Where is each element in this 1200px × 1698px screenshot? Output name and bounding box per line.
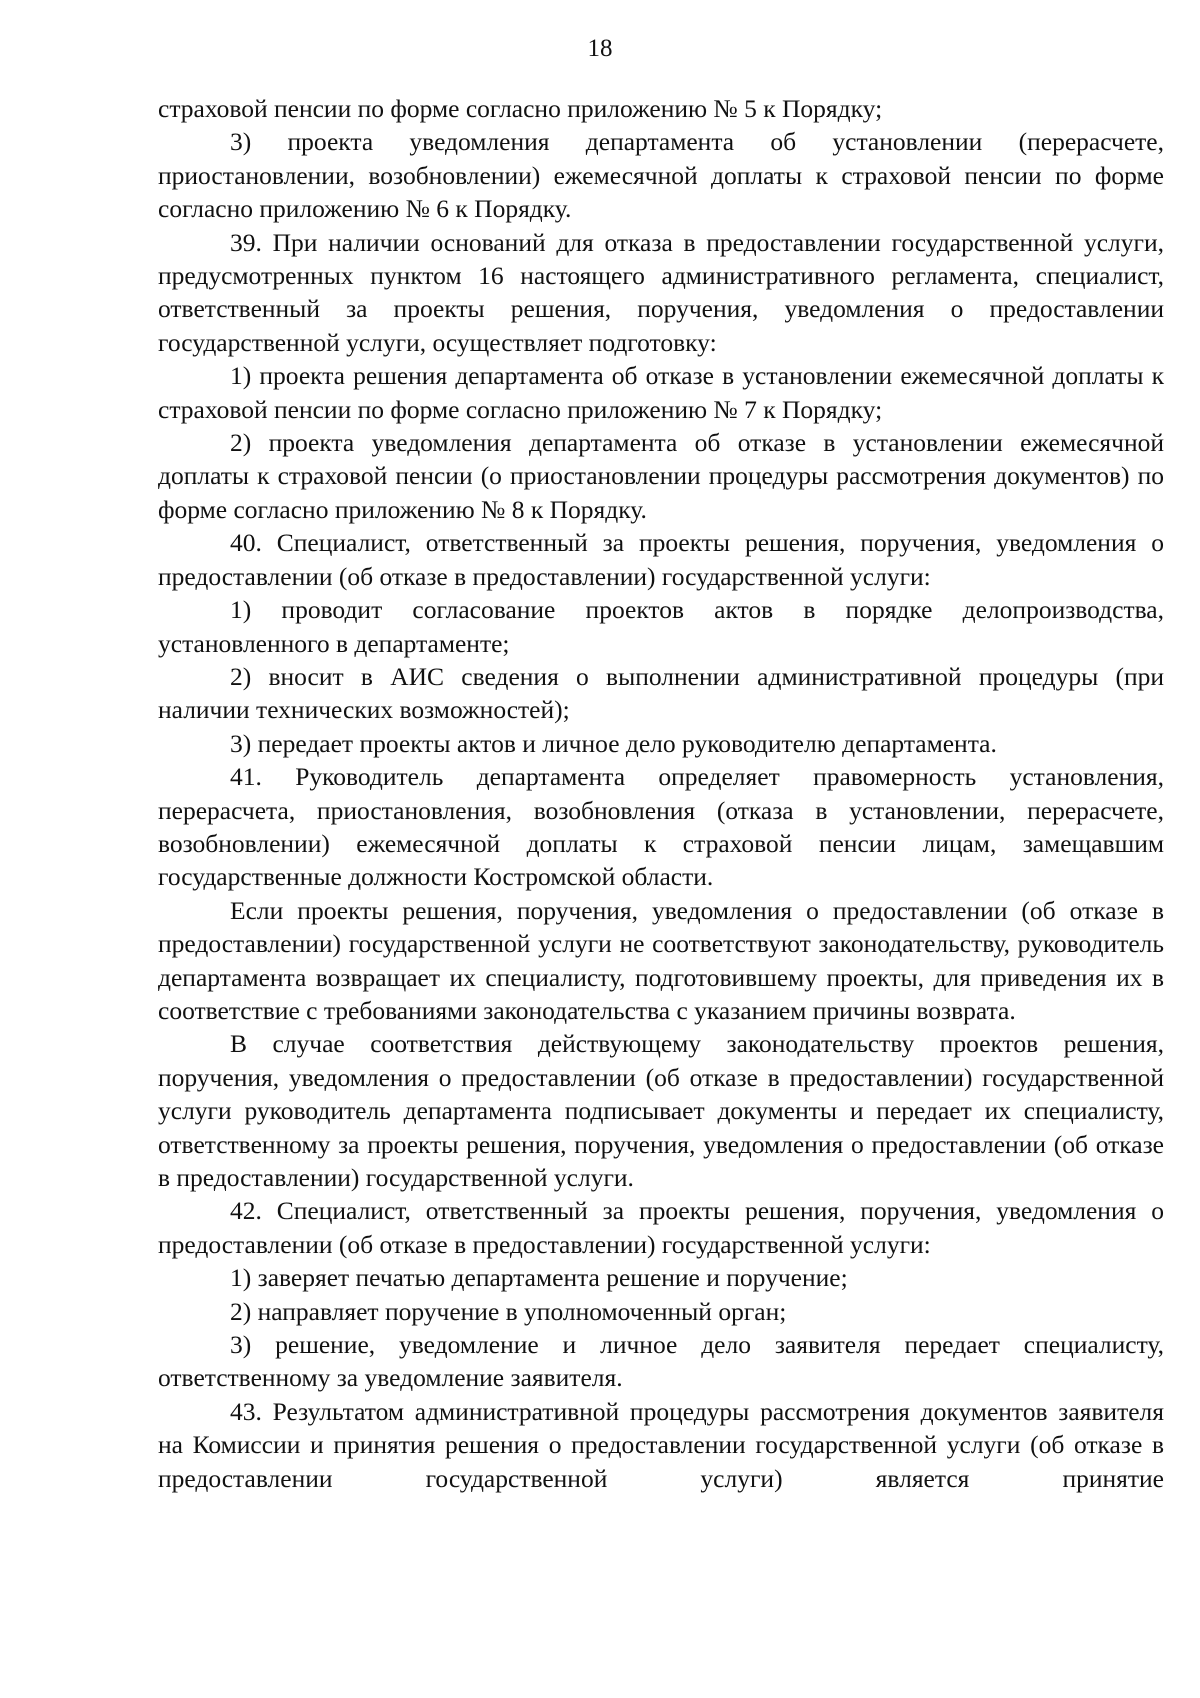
- document-body: [158, 92, 1164, 1495]
- paragraph: В случае соответствия действующему законодательству проектов решения, поручения, уведомления о предоставлении (об отказе в предоставлении) государственной услуги руководитель департамента подписывает документы и передает их специалисту, ответственному за проекты решения, поручения, уведомления о предоставлении (об отказе в предоставлении) государственной услуги.: [158, 1029, 1164, 1192]
- paragraph: 2) проекта уведомления департамента об отказе в установлении ежемесячной доплаты к страховой пенсии (о приостановлении процедуры рассмотрения документов) по форме согласно приложению № 8 к Порядку.: [158, 428, 1164, 524]
- paragraph: 39. При наличии оснований для отказа в предоставлении государственной услуги, предусмотренных пунктом 16 настоящего административного регламента, специалист, ответственный за проекты решения, поручения, уведомления о предоставлении государственной услуги, осуществляет подготовку:: [158, 227, 1164, 357]
- paragraph: 2) вносит в АИС сведения о выполнении административной процедуры (при наличии технических возможностей);: [158, 661, 1164, 725]
- page-number: 18: [587, 35, 613, 62]
- paragraph: 2) направляет поручение в уполномоченный орган;: [230, 1296, 787, 1326]
- paragraph: 1) заверяет печатью департамента решение и поручение;: [230, 1263, 848, 1293]
- paragraph: 43. Результатом административной процедуры рассмотрения документов заявителя на Комиссии и принятия решения о предоставлении государственной услуги (об отказе в предоставлении государственной услуги) является принятие: [158, 1396, 1164, 1493]
- paragraph: 41. Руководитель департамента определяет правомерность установления, перерасчета, приостановления, возобновления (отказа в установлении, перерасчете, возобновлении) ежемесячной доплаты к страховой пенсии лицам, замещавшим государственные должности Костромской области.: [158, 762, 1164, 892]
- paragraph: 3) передает проекты актов и личное дело руководителю департамента.: [230, 728, 997, 758]
- paragraph: 42. Специалист, ответственный за проекты решения, поручения, уведомления о предоставлении (об отказе в предоставлении) государственной услуги:: [158, 1196, 1164, 1259]
- paragraph: Если проекты решения, поручения, уведомления о предоставлении (об отказе в предоставлении) государственной услуги не соответствуют законодательству, руководитель департамента возвращает их специалисту, подготовившему проекты, для приведения их в соответствие с требованиями законодательства с указанием причины возврата.: [158, 895, 1164, 1025]
- paragraph: 40. Специалист, ответственный за проекты решения, поручения, уведомления о предоставлении (об отказе в предоставлении) государственной услуги:: [158, 528, 1164, 591]
- paragraph: 1) проводит согласование проектов актов в порядке делопроизводства, установленного в департаменте;: [158, 595, 1164, 658]
- paragraph: 3) решение, уведомление и личное дело заявителя передает специалисту, ответственному за уведомление заявителя.: [158, 1330, 1164, 1393]
- paragraph: 3) проекта уведомления департамента об установлении (перерасчете, приостановлении, возобновлении) ежемесячной доплаты к страховой пенсии по форме согласно приложению № 6 к Порядку.: [158, 127, 1164, 224]
- paragraph: 1) проекта решения департамента об отказе в установлении ежемесячной доплаты к страховой пенсии по форме согласно приложению № 7 к Порядку;: [158, 361, 1164, 424]
- paragraph: страховой пенсии по форме согласно приложению № 5 к Порядку;: [158, 94, 883, 123]
